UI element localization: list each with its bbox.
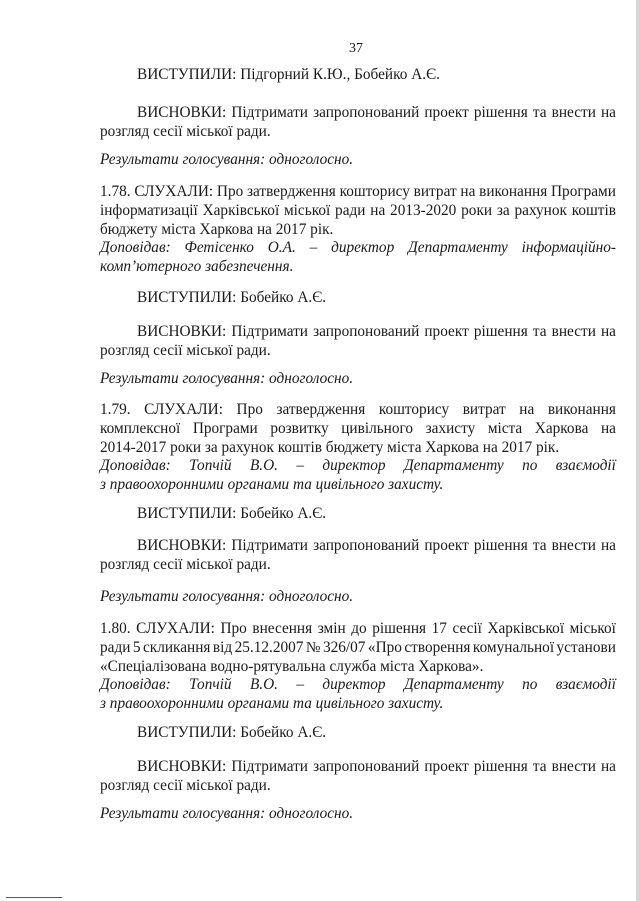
word: коштів	[571, 202, 616, 219]
word: проект	[424, 758, 469, 775]
word: створення	[404, 639, 471, 656]
word: виконання	[479, 183, 548, 200]
word: на	[460, 183, 476, 200]
word: Харківської	[202, 202, 280, 219]
word: проект	[424, 323, 469, 340]
word: Топчій	[189, 676, 232, 693]
word: запропонований	[313, 323, 420, 340]
word: на	[600, 420, 616, 437]
word: Підтримати	[231, 537, 308, 554]
item-1-78-slukhaly-line2	[100, 201, 616, 220]
word: на	[370, 202, 386, 219]
item-1-78-voting-result: Результати голосування: одноголосно.	[100, 370, 354, 387]
item-1-78-vysnovky-line1	[137, 322, 616, 341]
item-1-80-dopovidav-line1	[100, 675, 616, 694]
word: затвердження	[276, 401, 366, 418]
word: 17	[431, 620, 447, 637]
word: змін	[317, 620, 346, 637]
item-1-80-slukhaly-line1	[100, 619, 616, 638]
word: міста	[487, 420, 523, 437]
word: внесення	[252, 620, 313, 637]
item-1-80-slukhaly-line2	[100, 638, 616, 657]
word: по	[522, 457, 538, 474]
item-1-78-slukhaly-line3: бюджету міста Харкова на 2017 рік.	[100, 221, 334, 238]
word: 1.78.	[100, 183, 131, 200]
word: рішення	[473, 537, 528, 554]
word: Харкова	[534, 420, 589, 437]
word: взаємодії	[555, 676, 616, 693]
word: комплексної	[100, 420, 181, 437]
word: установи	[556, 639, 616, 656]
word: виконання	[547, 401, 616, 418]
item-1-79-dopovidav-line2: з правоохоронними органами та цивільного захисту.	[100, 476, 444, 493]
top-vystupyly: ВИСТУПИЛИ: Підгорний К.Ю., Бобейко А.Є.	[137, 66, 441, 83]
word: директор	[322, 457, 386, 474]
word: Департаменту	[408, 239, 508, 256]
word: Підтримати	[231, 758, 308, 775]
item-1-80-vystupyly: ВИСТУПИЛИ: Бобейко А.Є.	[137, 724, 327, 741]
word: витрат	[462, 401, 506, 418]
word: 326/07	[322, 639, 366, 656]
word: «Про	[367, 639, 402, 656]
word: захисту	[425, 420, 476, 437]
word: Департаменту	[403, 457, 504, 474]
word: –	[309, 239, 318, 256]
top-vysnovky-line2: розгляд сесії міської ради.	[100, 123, 271, 140]
word: Про	[220, 620, 247, 637]
item-1-79-slukhaly-line3: 2014-2017 роки за рахунок коштів бюджету міста Харкова на 2017 рік.	[100, 439, 560, 456]
word: по	[522, 676, 538, 693]
item-1-78-vystupyly: ВИСТУПИЛИ: Бобейко А.Є.	[137, 289, 327, 306]
word: цивільного	[341, 420, 414, 437]
word: до	[351, 620, 367, 637]
word: розвитку	[270, 420, 329, 437]
item-1-79-slukhaly-line1	[100, 400, 616, 419]
word: кошторису	[378, 401, 450, 418]
word: внести	[551, 758, 596, 775]
item-1-80-dopovidav-line2: з правоохоронними органами та цивільного захисту.	[100, 695, 444, 712]
word: рахунок	[514, 202, 567, 219]
word: на	[601, 104, 616, 121]
word: рішення	[473, 104, 528, 121]
item-1-80-vysnovky-line2: розгляд сесії міської ради.	[100, 777, 271, 794]
word: міської	[284, 202, 331, 219]
word: проект	[424, 104, 469, 121]
word: 1.80.	[100, 620, 131, 637]
item-1-78-dopovidav-line2: комп’ютерного забезпечення.	[100, 258, 294, 275]
word: запропонований	[313, 537, 420, 554]
word: внести	[551, 537, 596, 554]
word: ВИСНОВКИ:	[137, 537, 227, 554]
word: рішення	[473, 323, 528, 340]
word: на	[601, 537, 616, 554]
word: СЛУХАЛИ:	[136, 620, 215, 637]
word: затвердження	[247, 183, 336, 200]
word: Про	[216, 183, 244, 200]
word: запропонований	[313, 758, 420, 775]
word: Доповідав:	[100, 239, 171, 256]
word: Підтримати	[231, 323, 308, 340]
word: Департаменту	[403, 676, 504, 693]
word: інформатизації	[100, 202, 198, 219]
word: В.О.	[249, 676, 278, 693]
word: міської	[569, 620, 616, 637]
word: Фетісенко	[184, 239, 254, 256]
word: Підтримати	[231, 104, 308, 121]
word: директор	[331, 239, 395, 256]
word: директор	[322, 676, 386, 693]
word: запропонований	[313, 104, 420, 121]
item-1-79-vysnovky-line2: розгляд сесії міської ради.	[100, 556, 271, 573]
word: СЛУХАЛИ:	[134, 183, 214, 200]
word: від	[212, 639, 233, 656]
word: 2013-2020	[390, 202, 457, 219]
word: –	[296, 457, 305, 474]
item-1-78-slukhaly-line1	[100, 182, 616, 201]
word: сесії	[452, 620, 482, 637]
word: комунальної	[472, 639, 555, 656]
word: та	[532, 758, 547, 775]
word: ВИСНОВКИ:	[137, 758, 227, 775]
word: рішення	[473, 758, 528, 775]
word: рішення	[372, 620, 427, 637]
word: О.А.	[267, 239, 296, 256]
item-1-79-voting-result: Результати голосування: одноголосно.	[100, 588, 354, 605]
item-1-78-vysnovky-line2: розгляд сесії міської ради.	[100, 342, 271, 359]
word: проект	[424, 537, 469, 554]
word: роки	[461, 202, 493, 219]
footer-rule	[6, 897, 62, 898]
word: та	[532, 323, 547, 340]
word: на	[601, 323, 616, 340]
word: ради	[335, 202, 366, 219]
word: ВИСНОВКИ:	[137, 323, 227, 340]
item-1-79-slukhaly-line2	[100, 419, 616, 438]
word: та	[532, 104, 547, 121]
word: ВИСНОВКИ:	[137, 104, 227, 121]
word: Доповідав:	[100, 676, 171, 693]
word: Доповідав:	[100, 457, 171, 474]
word: СЛУХАЛИ:	[144, 401, 223, 418]
item-1-80-voting-result: Результати голосування: одноголосно.	[100, 805, 354, 822]
word: ради	[100, 639, 131, 656]
word: 1.79.	[100, 401, 131, 418]
word: 25.12.2007	[234, 639, 304, 656]
word: Топчій	[189, 457, 232, 474]
word: 5	[132, 639, 141, 656]
word: на	[601, 758, 616, 775]
page-number: 37	[349, 41, 363, 56]
item-1-79-dopovidav-line1	[100, 456, 616, 475]
item-1-80-slukhaly-line3: «Спеціалізована водно-рятувальна служба міста Харкова».	[100, 658, 484, 675]
word: –	[296, 676, 305, 693]
top-voting-result: Результати голосування: одноголосно.	[100, 151, 354, 168]
word: Програми	[192, 420, 258, 437]
word: скликання	[142, 639, 211, 656]
item-1-79-vysnovky-line1	[137, 536, 616, 555]
word: витрат	[413, 183, 457, 200]
item-1-79-vystupyly: ВИСТУПИЛИ: Бобейко А.Є.	[137, 505, 327, 522]
word: Про	[236, 401, 263, 418]
word: внести	[551, 323, 596, 340]
word: за	[496, 202, 510, 219]
word: на	[519, 401, 535, 418]
word: кошторису	[339, 183, 410, 200]
item-1-78-dopovidav-line1	[100, 238, 616, 257]
word: взаємодії	[555, 457, 616, 474]
word: №	[305, 639, 321, 656]
word: Харківської	[487, 620, 565, 637]
word: внести	[551, 104, 596, 121]
word: Програми	[551, 183, 616, 200]
top-vysnovky-line1	[137, 103, 616, 122]
item-1-80-vysnovky-line1	[137, 757, 616, 776]
word: інформаційно-	[521, 239, 616, 256]
word: В.О.	[249, 457, 278, 474]
word: та	[532, 537, 547, 554]
